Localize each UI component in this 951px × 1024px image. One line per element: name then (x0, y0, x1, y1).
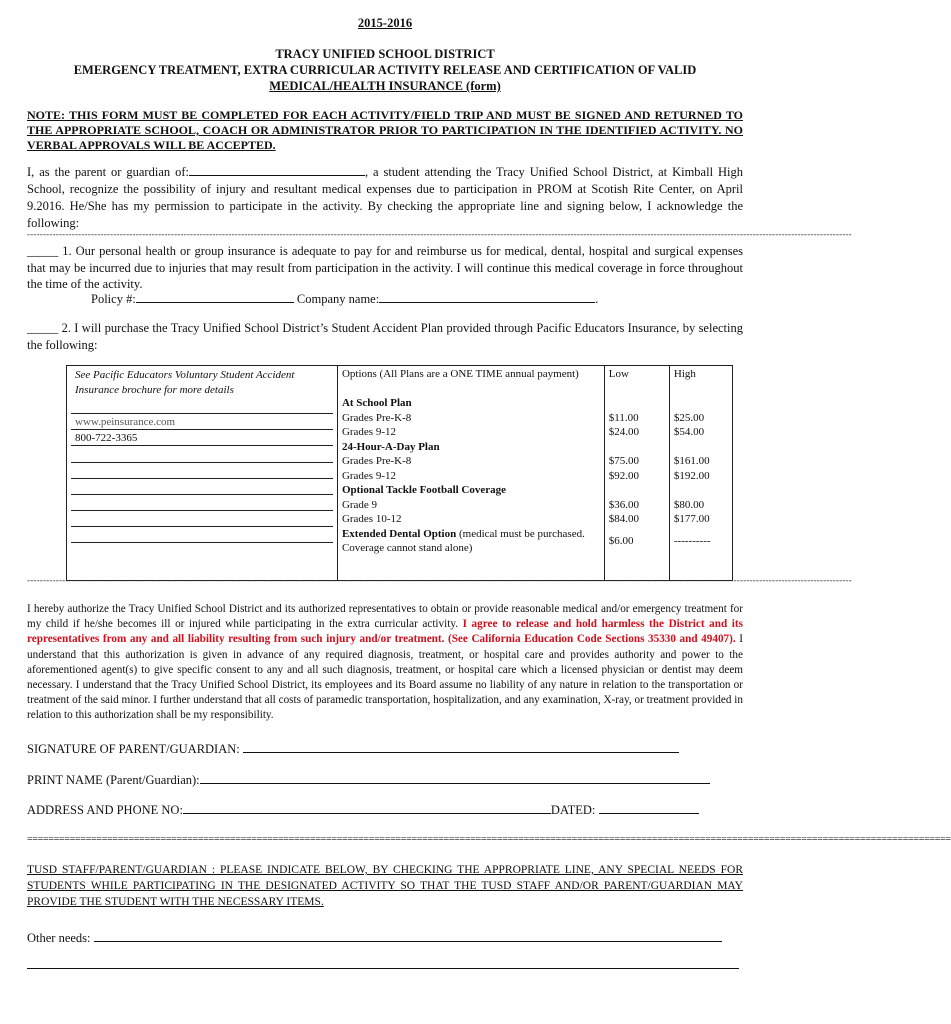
release-statement: I agree to release and hold harmless the District and its representatives from any and all liability resulting from such injury and/or treatment. (See California Education Code Sections 35330 and 49407). (27, 618, 743, 646)
low-football-1012: $84.00 (608, 513, 639, 525)
signature-label: SIGNATURE OF PARENT/GUARDIAN: (27, 742, 240, 756)
address-label: ADDRESS AND PHONE NO: (27, 803, 183, 817)
intro-rest: , a student attending the Tracy Unified School District, at Kimball High School, recognize the possibility of injury and resultant medical expenses due to participation in PROM at Scotish Rite Center, on April 9.2016. He/She has my permission to participate in the activity. By checking the appropriate line and signing below, I acknowledge the following: (27, 165, 743, 230)
policy-number-label: Policy #: (91, 292, 136, 306)
high-day-prek8: $161.00 (673, 455, 710, 467)
dental-option (342, 527, 600, 556)
brochure-note: See Pacific Educators Voluntary Student Accident Insurance brochure for more details (71, 367, 333, 414)
high-header: High (673, 368, 696, 380)
low-header: Low (608, 368, 629, 380)
option-2-text: 2. I will purchase the Tracy Unified School District’s Student Accident Plan provided through Pacific Educators Insurance, by selecting the following: (27, 321, 743, 352)
school-year: 2015-2016 (357, 16, 413, 30)
low-football-9: $36.00 (608, 498, 639, 511)
day-grades-912: Grades 9-12 (341, 469, 397, 482)
low-school-prek8: $11.00 (608, 411, 639, 424)
high-school-912: $54.00 (673, 426, 705, 438)
option-2-check-line[interactable]: _____ (27, 321, 59, 335)
date-field[interactable] (599, 802, 699, 814)
divider-dashed-2: ------------------------------------------------------------------------------------------------------------------------------------------------------------------------------------------------------------------------------------------------------------------ (27, 575, 852, 585)
divider-dashed: ------------------------------------------------------------------------------------------------------------------------------------------------------------------------------------------------------------------------------------------------------------------ (27, 229, 852, 239)
low-dental: $6.00 (608, 534, 634, 547)
signature-field[interactable] (243, 741, 679, 753)
other-needs-line (27, 930, 743, 946)
intro-paragraph (27, 164, 743, 232)
dental-title: Extended Dental Option (341, 527, 457, 540)
company-name-label: Company name: (296, 292, 380, 306)
school-grades-912: Grades 9-12 (341, 426, 397, 438)
options-header: Options (All Plans are a ONE TIME annual payment) (341, 368, 579, 380)
football-grades1012: Grades 10-12 (341, 513, 402, 525)
option-2-paragraph (27, 320, 743, 353)
district-name: TRACY UNIFIED SCHOOL DISTRICT (275, 47, 495, 61)
high-column (669, 366, 732, 581)
plan-options-column (337, 366, 604, 581)
dental-note: (medical must be purchased. Coverage cannot stand alone) (341, 527, 585, 554)
print-name-field[interactable] (200, 772, 710, 784)
high-dental: ---------- (673, 534, 711, 547)
authorization-paragraph (27, 602, 743, 724)
high-day-912: $192.00 (673, 469, 710, 482)
company-name-field[interactable] (379, 291, 595, 303)
authorization-text-2: I understand that this authorization is given in advance of any required diagnosis, treatment, or hospital care and provides authority and power to the aforementioned agent(s) to give specific consent to any and all such diagnosis, treatment, or hospital care which a licensed physician or dentist may deem necessary. I understand that the Tracy Unified School District, its employees and its Board assume no liability of any nature in relation to the transportation or treatment of the said minor. I further understand that all costs of paramedic transportation, hospitalization, and any examination, X-ray, or treatment provided in relation to this authorization shall be my responsibility. (27, 633, 743, 722)
print-name-line (27, 772, 710, 788)
signature-line (27, 741, 679, 757)
low-day-prek8: $75.00 (608, 455, 639, 467)
day-grades-prek8: Grades Pre-K-8 (341, 455, 412, 467)
school-plan-title: At School Plan (341, 397, 412, 409)
low-school-912: $24.00 (608, 426, 639, 438)
other-needs-continuation-line[interactable] (27, 968, 739, 969)
form-title: EMERGENCY TREATMENT, EXTRA CURRICULAR ACTIVITY RELEASE AND CERTIFICATION OF VALID (73, 63, 697, 77)
insurance-phone: 800-722-3365 (71, 430, 333, 446)
dated-label: DATED: (550, 803, 596, 817)
football-title: Optional Tackle Football Coverage (341, 484, 507, 496)
student-name-field[interactable] (189, 164, 365, 176)
school-grades-prek8: Grades Pre-K-8 (341, 411, 412, 424)
intro-start: I, as the parent or guardian of: (27, 165, 189, 179)
option-1-check-line[interactable]: _____ (27, 244, 59, 258)
high-football-9: $80.00 (673, 498, 705, 511)
low-day-912: $92.00 (608, 469, 639, 482)
address-line (27, 802, 699, 818)
form-subtitle: MEDICAL/HEALTH INSURANCE (form) (269, 79, 501, 93)
day-plan-title: 24-Hour-A-Day Plan (341, 440, 440, 453)
form-heading (27, 46, 743, 94)
print-name-label: PRINT NAME (Parent/Guardian): (27, 773, 200, 787)
option-1-text: 1. Our personal health or group insurance is adequate to pay for and reimburse us for medical, dental, hospital and surgical expenses that may be incurred due to injuries that may result from participation in the activity. I will continue this medical coverage in force throughout the time of the activity. (27, 244, 743, 291)
address-phone-field[interactable] (183, 802, 551, 814)
other-needs-field[interactable] (94, 930, 722, 942)
football-grade9: Grade 9 (341, 498, 378, 511)
policy-line: Policy #: Company name: . (91, 292, 599, 306)
high-school-prek8: $25.00 (673, 411, 705, 424)
divider-double: ============================================================================================================================================================================= (27, 834, 951, 845)
completion-note: NOTE: THIS FORM MUST BE COMPLETED FOR EACH ACTIVITY/FIELD TRIP AND MUST BE SIGNED AND RETURNED TO THE APPROPRIATE SCHOOL, COACH OR ADMINISTRATOR PRIOR TO PARTICIPATION IN THE IDENTIFIED ACTIVITY. NO VERBAL APPROVALS WILL BE ACCEPTED. (27, 108, 743, 152)
high-football-1012: $177.00 (673, 513, 710, 525)
insurance-website-link[interactable]: www.peinsurance.com (71, 414, 333, 430)
plan-info-column (67, 366, 338, 581)
policy-number-field[interactable] (136, 291, 294, 303)
insurance-plans-table (66, 365, 733, 581)
other-needs-label: Other needs: (27, 931, 91, 945)
authorization-text-1: I hereby authorize the Tracy Unified School District and its authorized representatives to obtain or provide reasonable medical and/or emergency treatment for my child if he/she becomes ill or injured while participating in the extra curricular activity. (27, 603, 743, 631)
special-needs-note: TUSD STAFF/PARENT/GUARDIAN : PLEASE INDICATE BELOW, BY CHECKING THE APPROPRIATE LINE, ANY SPECIAL NEEDS FOR STUDENTS WHILE PARTICIPATING IN THE DESIGNATED ACTIVITY SO THAT THE TUSD STAFF AND/OR PARENT/GUARDIAN MAY PROVIDE THE STUDENT WITH THE NECESSARY ITEMS. (27, 864, 743, 908)
low-column (604, 366, 669, 581)
option-1-paragraph (27, 243, 743, 293)
